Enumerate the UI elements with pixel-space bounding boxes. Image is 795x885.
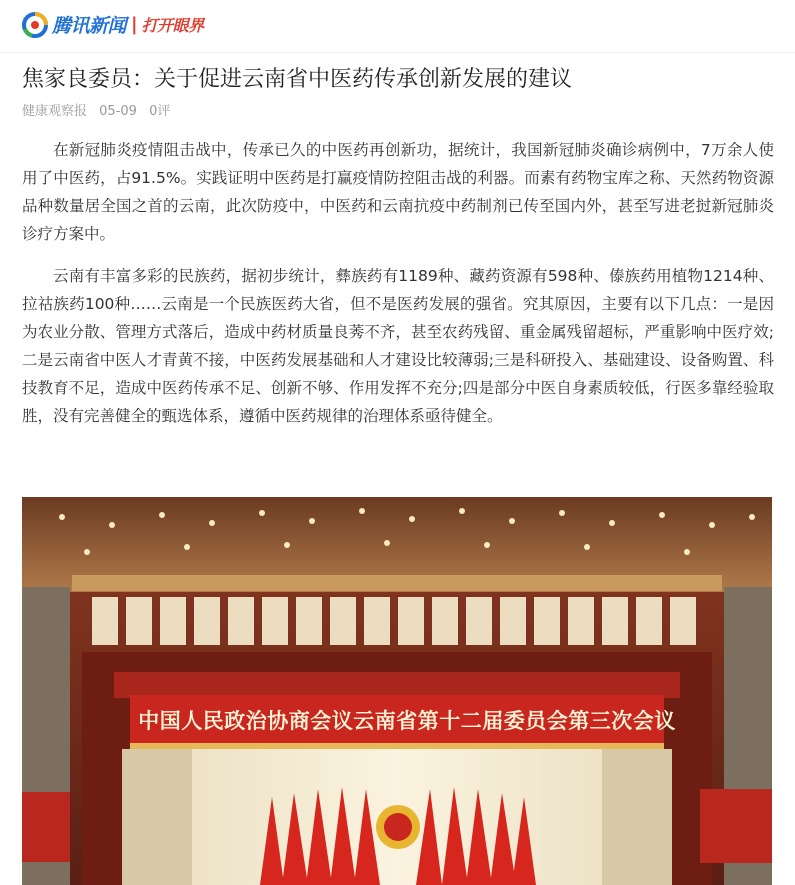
top-bar (0, 0, 795, 53)
brand-slogan: 打开眼界 (141, 16, 204, 35)
brand-name: 腾讯新闻 (52, 15, 127, 37)
article-meta (22, 100, 178, 119)
article-paragraph: 在新冠肺炎疫情阻击战中，传承已久的中医药再创新功，据统计，我国新冠肺炎确诊病例中，7万余人使用了中医药，占91.5%。实践证明中医药是打赢疫情防控阻击战的利器。而素有药物宝库之称、天然药物资源品种数量居全国之首的云南，此次防疫中，中医药和云南抗疫中药制剂已传至国内外，甚至写进老挝新冠肺炎诊疗方案中。 (22, 141, 774, 243)
article-photo[interactable] (22, 497, 772, 885)
article-source[interactable]: 健康观察报 (22, 104, 88, 119)
conference-banner-text: 中国人民政治协商会议云南省第十二届委员会第三次会议 (138, 708, 676, 733)
tencent-news-logo-icon (22, 12, 48, 38)
article-date: 05-09 (99, 104, 137, 119)
brand-separator: | (131, 14, 138, 35)
tencent-news-logo[interactable] (22, 11, 204, 38)
article-paragraph: 云南有丰富多彩的民族药，据初步统计，彝族药有1189种、藏药资源有598种、傣族药用植物1214种、拉祜族药100种……云南是一个民族医药大省，但不是医药发展的强省。究其原因，主要有以下几点：一是因为农业分散、管理方式落后，造成中药材质量良莠不齐，甚至农药残留、重金属残留超标，严重影响中医疗效;二是云南省中医人才青黄不接，中医药发展基础和人才建设比较薄弱;三是科研投入、基础建设、设备购置、科技教育不足，造成中医药传承不足、创新不够、作用发挥不充分;四是部分中医自身素质较低，行医多靠经验取胜，没有完善健全的甄选体系，遵循中医药规律的治理体系亟待健全。 (22, 267, 774, 425)
article-title: 焦家良委员：关于促进云南省中医药传承创新发展的建议 (22, 67, 573, 92)
comment-count[interactable]: 0评 (149, 104, 171, 119)
article-body (22, 136, 774, 444)
conference-hall-image (22, 497, 772, 885)
